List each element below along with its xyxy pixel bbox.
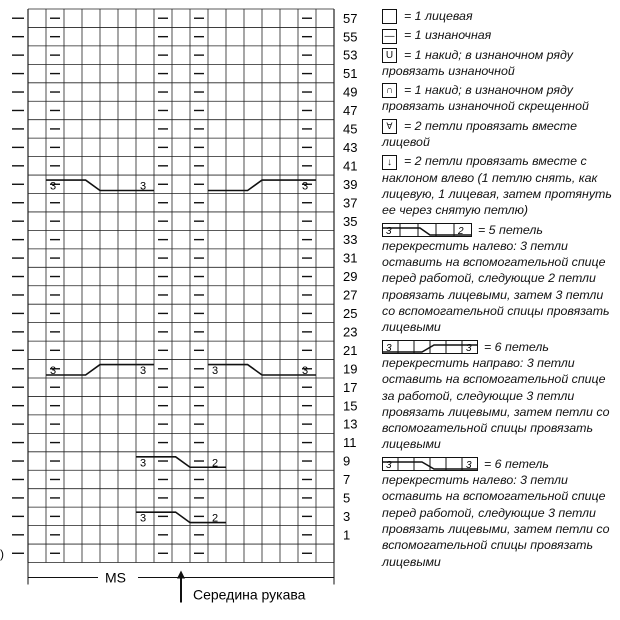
yarn-over-twisted-icon: ∩: [382, 83, 397, 98]
row-number: 33: [343, 232, 358, 248]
row-number: 23: [343, 324, 358, 340]
legend-item-yo: U = 1 накид; в изнаночном ряду провязать изнаночной: [382, 47, 573, 78]
k2tog-icon: ∀: [382, 119, 397, 134]
row-number: 57: [343, 10, 358, 26]
cable-label: 3: [302, 180, 309, 193]
cable-label: 3: [386, 343, 392, 355]
row-number: 1: [343, 527, 351, 543]
cable-label: 2: [212, 512, 219, 525]
row-number: 25: [343, 306, 358, 322]
legend-item-cable-5: 3 2 = 5 петель перекрестить налево: 3 петли оставить на вспомогательной спице перед работой, следующие 2 петли провязать лицевыми, затем 3 петли со вспомогательной спицы провязать лицевыми: [382, 222, 610, 335]
center-arrow-icon: [177, 571, 185, 579]
row-number: 7: [343, 472, 351, 488]
cable-label: 3: [140, 180, 147, 193]
cable-label: 3: [50, 180, 57, 193]
legend: [382, 8, 614, 573]
row-number: 13: [343, 416, 358, 432]
row-number: 21: [343, 342, 358, 358]
row-number: 51: [343, 66, 358, 82]
cable-label: 3: [140, 457, 147, 470]
cable-label: 3: [386, 460, 392, 472]
cable-5-left-icon: [382, 223, 472, 237]
row-number: 49: [343, 84, 358, 100]
yarn-over-icon: U: [382, 48, 397, 63]
row-number: 11: [343, 435, 357, 451]
knit-symbol-icon: [382, 9, 397, 24]
legend-item-cable-6-left: 3 3 = 6 петель перекрестить налево: 3 петли оставить на вспомогательной спице перед работой, следующие 3 петли провязать лицевыми, затем петли со вспомогательной спицы провязать лицевыми: [382, 456, 610, 569]
row-number: 9: [343, 453, 351, 469]
row-number: 39: [343, 176, 358, 192]
row-number: 27: [343, 287, 358, 303]
cable-label: 3: [386, 226, 392, 238]
row-number: 17: [343, 379, 358, 395]
legend-item-knit: = 1 лицевая: [382, 8, 614, 24]
cable-6-right-icon: [382, 340, 478, 354]
cable-label: 3: [212, 365, 219, 377]
legend-item-cable-6-right: 3 3 = 6 петель перекрестить направо: 3 петли оставить на вспомогательной спице за работой, следующие 3 петли провязать лицевыми, затем петли со вспомогательной спицы провязать лицевыми: [382, 339, 610, 452]
row-number: 43: [343, 139, 358, 155]
cable-label: 3: [140, 512, 147, 525]
legend-item-purl: — = 1 изнаночная: [382, 27, 614, 43]
center-label: Середина рукава: [193, 586, 306, 603]
row-number: 15: [343, 398, 358, 414]
row-number: 5: [343, 490, 351, 506]
row-number: 47: [343, 103, 358, 119]
cable-label: 3: [466, 460, 472, 472]
row-number: 45: [343, 121, 358, 137]
row-number: 35: [343, 213, 358, 229]
row-number: 55: [343, 29, 358, 45]
cable-6-left-icon: [382, 457, 478, 471]
row-number: 37: [343, 195, 358, 211]
legend-item-yo-twisted: ∩ = 1 накид; в изнаночном ряду провязать изнаночной скрещенной: [382, 83, 589, 114]
row-number: 19: [343, 361, 358, 377]
cable-label: 3: [466, 343, 472, 355]
legend-item-ssk: ↓ = 2 петли провязать вместе с наклоном влево (1 петлю снять, как лицевую, 1 лицевая, затем протянуть ее через снятую петлю): [382, 154, 612, 218]
purl-symbol-icon: —: [382, 29, 397, 44]
cable-label: 3: [50, 365, 57, 377]
cable-label: 2: [212, 457, 219, 470]
ms-label: MS: [105, 569, 126, 586]
row-number: 3: [343, 508, 351, 524]
cable-label: 3: [302, 365, 309, 377]
cable-label: 2: [458, 226, 464, 238]
row-number: 53: [343, 47, 358, 63]
ssk-icon: ↓: [382, 155, 397, 170]
cable-label: 3: [140, 365, 147, 377]
row-number: 31: [343, 250, 358, 266]
row-number: 29: [343, 269, 358, 285]
legend-item-k2tog: ∀ = 2 петли провязать вместе лицевой: [382, 118, 578, 150]
row-number: 41: [343, 158, 358, 174]
left-mark: ): [0, 546, 4, 561]
